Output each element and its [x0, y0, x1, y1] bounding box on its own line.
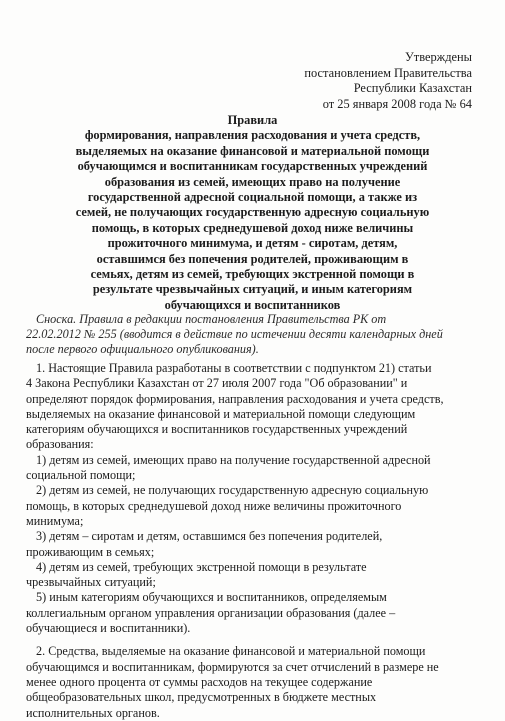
- list-item-3: 3) детям – сиротам и детям, оставшимся без попечения родителей,: [36, 529, 383, 544]
- list-item-5: 5) иным категориям обучающихся и воспитанников, определяемым: [36, 590, 387, 605]
- paragraph-1-line: выделяемых на оказание финансовой и материальной помощи следующим: [26, 406, 416, 421]
- footnote: [26, 312, 486, 357]
- title-line: выделяемых на оказание финансовой и материальной помощи: [75, 143, 430, 158]
- footnote-line: после первого официального опубликования).: [26, 342, 259, 356]
- list-item-5-cont: обучающиеся и воспитанники).: [26, 621, 191, 636]
- title-line: обучающимся и воспитанникам государственных учреждений: [77, 159, 428, 174]
- list-item-4-cont: чрезвычайных ситуаций;: [26, 575, 156, 590]
- list-item-1-cont: социальной помощи;: [26, 468, 136, 483]
- title-line: образования из семей, имеющих право на получение: [104, 174, 401, 189]
- list-item-5-cont: коллегиальным органом управления организации образования (далее –: [26, 605, 396, 620]
- title-line: результате чрезвычайных ситуаций, и иным категориям: [92, 282, 413, 297]
- paragraph-1-line: 4 Закона Республики Казахстан от 27 июля 2007 года "Об образовании" и: [26, 376, 408, 391]
- document-title: [30, 113, 475, 313]
- paragraph-gap: [26, 636, 486, 644]
- document-body: [26, 361, 486, 721]
- list-item-2-cont: минимума;: [26, 513, 84, 528]
- title-line: обучающихся и воспитанников: [164, 297, 341, 312]
- paragraph-1-line: образования:: [26, 437, 94, 452]
- list-item-3-cont: проживающим в семьях;: [26, 544, 155, 559]
- paragraph-2-line: исполнительных органов.: [26, 705, 160, 720]
- title-line: прожиточного минимума, и детям - сиротам, детям,: [107, 236, 398, 251]
- approval-line: постановлением Правительства: [304, 65, 472, 80]
- list-item-2: 2) детям из семей, не получающих государственную адресную социальную: [36, 483, 429, 498]
- title-line: помощь, в которых среднедушевой доход ниже величины: [91, 220, 414, 235]
- approval-stamp: [272, 50, 472, 112]
- paragraph-2-line: менее одного процента от суммы расходов на текущее содержание: [26, 674, 373, 689]
- title-line: семьях, детям из семей, требующих экстренной помощи в: [90, 267, 415, 282]
- title-line: оставшимся без попечения родителей, проживающим в: [96, 251, 409, 266]
- footnote-line: Сноска. Правила в редакции постановления Правительства РК от: [36, 312, 387, 326]
- paragraph-1-line: определяют порядок формирования, направления расходования и учета средств,: [26, 391, 444, 406]
- list-item-1: 1) детям из семей, имеющих право на получение государственной адресной: [36, 452, 431, 467]
- paragraph-2-line: общеобразовательных школ, предусмотренных в бюджете местных: [26, 690, 377, 705]
- title-line: государственной адресной социальной помощи, а также из: [87, 190, 418, 205]
- approval-line: Утверждены: [405, 50, 472, 64]
- approval-line: от 25 января 2008 года № 64: [322, 96, 472, 111]
- list-item-4: 4) детям из семей, требующих экстренной помощи в результате: [36, 559, 367, 574]
- paragraph-2-line: 2. Средства, выделяемые на оказание финансовой и материальной помощи: [36, 644, 426, 659]
- list-item-2-cont: помощь, в которых среднедушевой доход ниже величины прожиточного: [26, 498, 402, 513]
- paragraph-1-line: 1. Настоящие Правила разработаны в соответствии с подпунктом 21) статьи: [36, 361, 432, 375]
- paragraph-2-line: обучающимся и воспитанникам, формируются за счет отчислений в размере не: [26, 659, 439, 674]
- title-line: семей, не получающих государственную адресную социальную: [75, 205, 430, 220]
- title-line: формирования, направления расходования и учета средств,: [84, 128, 421, 143]
- footnote-line: 22.02.2012 № 255 (вводится в действие по истечении десяти календарных дней: [26, 327, 443, 341]
- paragraph-1-line: категориям обучающихся и воспитанников государственных учреждений: [26, 422, 408, 437]
- approval-line: Республики Казахстан: [353, 81, 472, 96]
- title-heading: Правила: [227, 113, 278, 127]
